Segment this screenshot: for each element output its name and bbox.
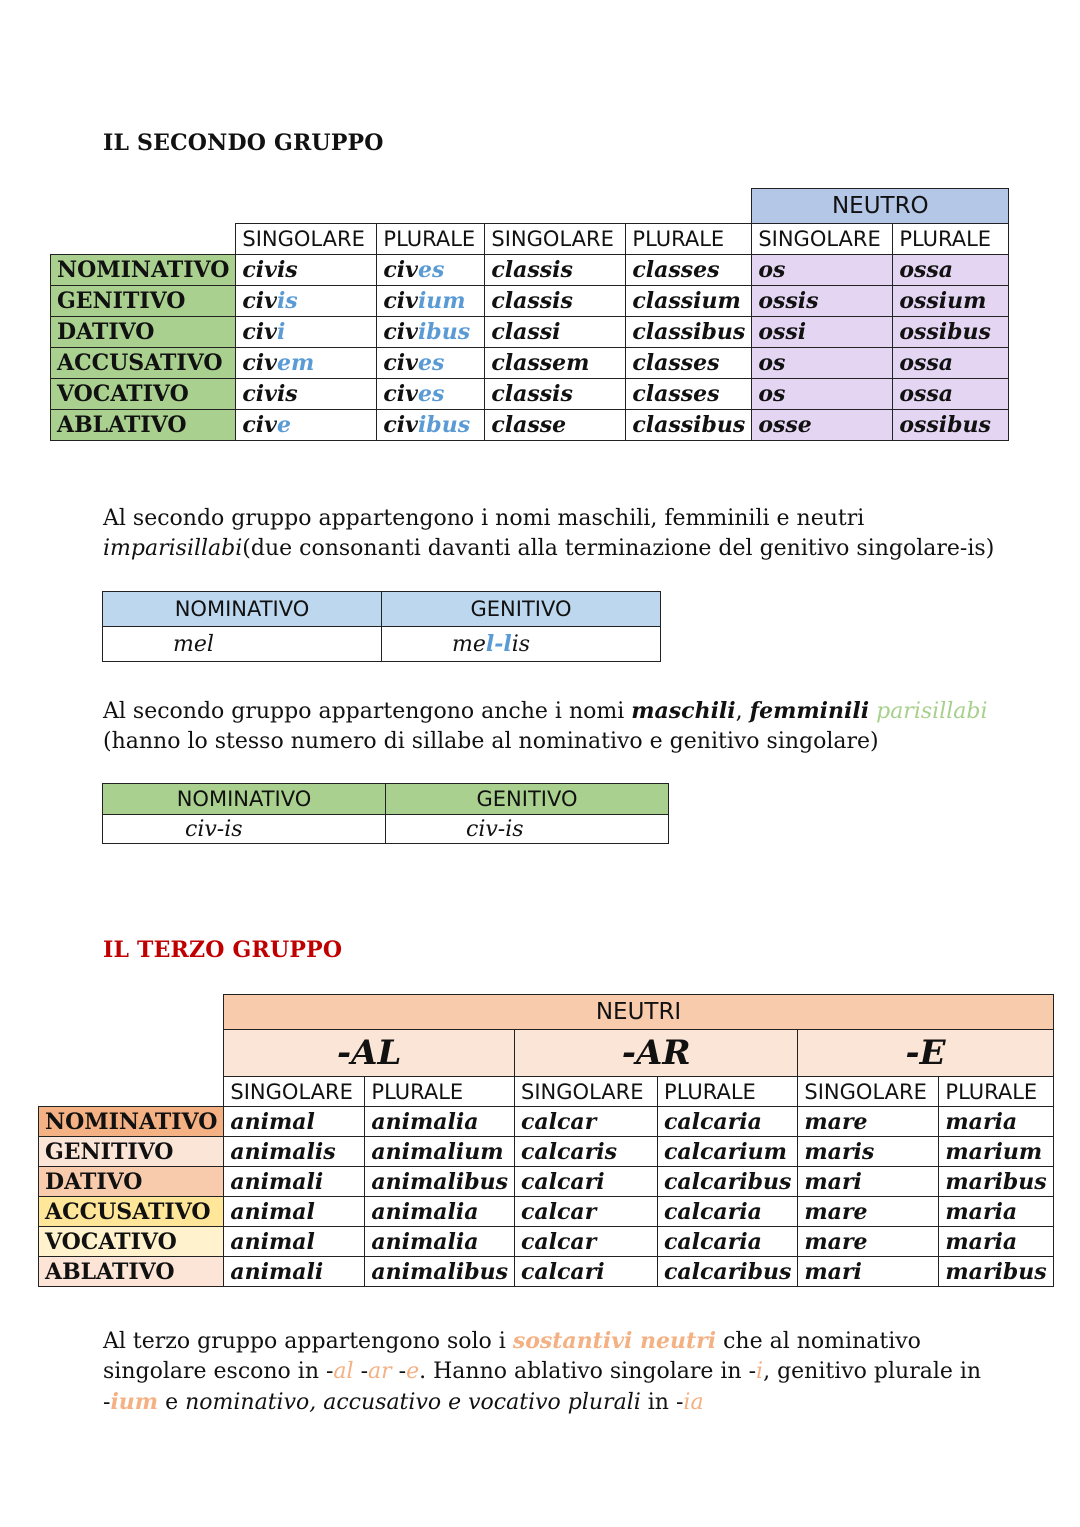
cell: classis [485, 254, 626, 285]
cell: cives [377, 347, 485, 378]
cell: ossibus [893, 316, 1009, 347]
cell: calcar [515, 1107, 658, 1137]
example-table-civis [102, 783, 669, 844]
col-header: SINGOLARE [485, 223, 626, 254]
cell: os [752, 254, 893, 285]
cell: mare [798, 1197, 939, 1227]
cell: os [752, 347, 893, 378]
cell: animalia [365, 1107, 515, 1137]
table-row [39, 1227, 1054, 1257]
cell: calcari [515, 1167, 658, 1197]
cell: classis [485, 378, 626, 409]
cell: animalia [365, 1227, 515, 1257]
cell: ossa [893, 254, 1009, 285]
cell: animal [224, 1197, 365, 1227]
cell: calcar [515, 1197, 658, 1227]
cell: civibus [377, 409, 485, 440]
section3-title: IL TERZO GRUPPO [103, 937, 343, 963]
cell: marium [939, 1137, 1053, 1167]
second-group-table [50, 188, 1009, 441]
cell: ossibus [893, 409, 1009, 440]
cell: ossi [752, 316, 893, 347]
cell: calcar [515, 1227, 658, 1257]
cell: calcaria [658, 1107, 798, 1137]
nominativo-value: civ-is [103, 815, 386, 844]
cell: calcarium [658, 1137, 798, 1167]
cell: civem [236, 347, 377, 378]
cell: ossium [893, 285, 1009, 316]
col-header: SINGOLARE [236, 223, 377, 254]
cell: animalibus [365, 1257, 515, 1287]
cell: animalis [224, 1137, 365, 1167]
table-row [39, 1137, 1054, 1167]
cell: civis [236, 254, 377, 285]
case-label: ACCUSATIVO [39, 1197, 224, 1227]
cell: maris [798, 1137, 939, 1167]
genitivo-header: GENITIVO [382, 592, 661, 627]
cell: classis [485, 285, 626, 316]
col-header: PLURALE [893, 223, 1009, 254]
cell: osse [752, 409, 893, 440]
cell: animal [224, 1227, 365, 1257]
cell: maria [939, 1107, 1053, 1137]
case-label: ABLATIVO [51, 409, 236, 440]
genitivo-header: GENITIVO [386, 784, 669, 815]
cell: classium [626, 285, 752, 316]
neutri-header: NEUTRI [224, 995, 1053, 1030]
group-al-header: -AL [224, 1030, 515, 1077]
paragraph-imparisillabi: Al secondo gruppo appartengono i nomi maschili, femminili e neutri imparisillabi(due consonanti davanti alla terminazione del genitivo singolare-is) [103, 506, 995, 561]
neutro-header: NEUTRO [752, 189, 1009, 224]
cell: calcari [515, 1257, 658, 1287]
genitivo-value: mel-lis [382, 627, 661, 662]
nominativo-header: NOMINATIVO [103, 592, 382, 627]
cell: classem [485, 347, 626, 378]
col-header: PLURALE [626, 223, 752, 254]
cell: animalium [365, 1137, 515, 1167]
cell: maribus [939, 1257, 1053, 1287]
cell: civium [377, 285, 485, 316]
third-group-table [38, 994, 1054, 1287]
table-row [51, 254, 1009, 285]
case-label: DATIVO [39, 1167, 224, 1197]
table-row [51, 347, 1009, 378]
cell: mare [798, 1227, 939, 1257]
group-e-header: -E [798, 1030, 1053, 1077]
cell: civi [236, 316, 377, 347]
table-row [51, 378, 1009, 409]
example-table-mel [102, 591, 661, 662]
paragraph-third-group: Al terzo gruppo appartengono solo i sostantivi neutri che al nominativo singolare escono in -al -ar -e. Hanno ablativo singolare in -i, genitivo plurale in -ium e nominativo, accusativo e vocativo plurali in -ia [103, 1328, 982, 1415]
col-header: PLURALE [939, 1077, 1053, 1107]
cell: ossis [752, 285, 893, 316]
cell: cives [377, 254, 485, 285]
table-row [39, 1197, 1054, 1227]
cell: ossa [893, 347, 1009, 378]
col-header: SINGOLARE [515, 1077, 658, 1107]
case-label: ABLATIVO [39, 1257, 224, 1287]
cell: animali [224, 1167, 365, 1197]
nominativo-value: mel [103, 627, 382, 662]
cell: classes [626, 254, 752, 285]
cell: animalia [365, 1197, 515, 1227]
cell: calcaris [515, 1137, 658, 1167]
cell: mari [798, 1257, 939, 1287]
table-row [51, 285, 1009, 316]
col-header: PLURALE [365, 1077, 515, 1107]
cell: civis [236, 378, 377, 409]
table-row [51, 409, 1009, 440]
nominativo-header: NOMINATIVO [103, 784, 386, 815]
cell: classibus [626, 316, 752, 347]
group-ar-header: -AR [515, 1030, 798, 1077]
cell: calcaria [658, 1227, 798, 1257]
cell: maribus [939, 1167, 1053, 1197]
cell: classes [626, 347, 752, 378]
cell: animalibus [365, 1167, 515, 1197]
case-label: VOCATIVO [39, 1227, 224, 1257]
case-label: NOMINATIVO [51, 254, 236, 285]
col-header: PLURALE [377, 223, 485, 254]
cell: classe [485, 409, 626, 440]
cell: maria [939, 1227, 1053, 1257]
paragraph-parisillabi: Al secondo gruppo appartengono anche i nomi maschili, femminili parisillabi (hanno lo stesso numero di sillabe al nominativo e genitivo singolare) [103, 698, 988, 754]
case-label: NOMINATIVO [39, 1107, 224, 1137]
cell: maria [939, 1197, 1053, 1227]
cell: civibus [377, 316, 485, 347]
cell: animali [224, 1257, 365, 1287]
cell: calcaribus [658, 1257, 798, 1287]
cell: cive [236, 409, 377, 440]
col-header: SINGOLARE [798, 1077, 939, 1107]
table-row [51, 316, 1009, 347]
cell: classi [485, 316, 626, 347]
cell: civis [236, 285, 377, 316]
cell: ossa [893, 378, 1009, 409]
genitivo-value: civ-is [386, 815, 669, 844]
table-row [39, 1107, 1054, 1137]
cell: calcaribus [658, 1167, 798, 1197]
cell: classes [626, 378, 752, 409]
cell: classibus [626, 409, 752, 440]
cell: animal [224, 1107, 365, 1137]
cell: mare [798, 1107, 939, 1137]
cell: cives [377, 378, 485, 409]
col-header: SINGOLARE [752, 223, 893, 254]
case-label: VOCATIVO [51, 378, 236, 409]
col-header: PLURALE [658, 1077, 798, 1107]
cell: calcaria [658, 1197, 798, 1227]
case-label: GENITIVO [51, 285, 236, 316]
case-label: ACCUSATIVO [51, 347, 236, 378]
case-label: GENITIVO [39, 1137, 224, 1167]
case-label: DATIVO [51, 316, 236, 347]
table-row [39, 1257, 1054, 1287]
cell: os [752, 378, 893, 409]
col-header: SINGOLARE [224, 1077, 365, 1107]
cell: mari [798, 1167, 939, 1197]
table-row [39, 1167, 1054, 1197]
section2-title: IL SECONDO GRUPPO [103, 130, 384, 156]
